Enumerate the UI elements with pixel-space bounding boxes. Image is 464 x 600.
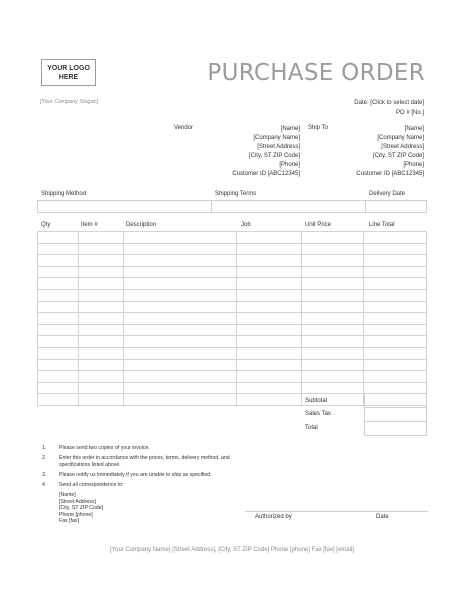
table-cell[interactable] xyxy=(123,382,237,394)
table-cell[interactable] xyxy=(78,336,123,348)
subtotal-value[interactable] xyxy=(364,393,427,408)
table-cell[interactable] xyxy=(237,371,302,383)
table-cell[interactable] xyxy=(237,324,302,336)
table-cell[interactable] xyxy=(364,313,427,325)
signature-line xyxy=(245,511,428,512)
table-cell[interactable] xyxy=(302,359,364,371)
shipping-method-label: Shipping Method xyxy=(41,191,87,197)
authorized-by-label: Authorized by xyxy=(255,514,292,520)
table-cell[interactable] xyxy=(302,289,364,301)
date-field[interactable]: Date: [Click to select date] xyxy=(354,100,424,106)
po-number[interactable]: PO # [No.] xyxy=(395,110,424,116)
vendor-label: Vendor xyxy=(174,125,194,131)
table-cell[interactable] xyxy=(78,371,123,383)
vendor-city[interactable]: [City, ST ZIP Code] xyxy=(248,153,300,159)
total-value[interactable] xyxy=(364,421,427,436)
ship-to-city[interactable]: [City, ST ZIP Code] xyxy=(372,153,424,159)
corr-street[interactable]: [Street Address] xyxy=(59,498,96,505)
table-cell[interactable] xyxy=(38,232,79,244)
ship-to-company[interactable]: [Company Name] xyxy=(377,135,424,141)
col-qty: Qty xyxy=(41,222,51,228)
table-cell[interactable] xyxy=(302,278,364,290)
table-cell[interactable] xyxy=(364,278,427,290)
table-cell[interactable] xyxy=(302,266,364,278)
delivery-date-input[interactable] xyxy=(365,200,427,213)
corr-name[interactable]: [Name] xyxy=(59,492,76,498)
ship-to-phone[interactable]: [Phone] xyxy=(403,162,424,168)
table-row xyxy=(38,301,427,313)
table-cell[interactable] xyxy=(302,232,364,244)
shipping-terms-input[interactable] xyxy=(211,200,366,213)
sales-tax-label: Sales Tax xyxy=(305,411,331,417)
company-slogan[interactable]: [Your Company Slogan] xyxy=(40,99,99,105)
table-cell[interactable] xyxy=(302,313,364,325)
company-logo: YOUR LOGO HERE xyxy=(41,59,96,86)
table-cell[interactable] xyxy=(302,301,364,313)
table-cell[interactable] xyxy=(302,255,364,267)
table-cell[interactable] xyxy=(38,266,79,278)
ship-to-label: Ship To xyxy=(308,125,328,131)
table-row xyxy=(38,324,427,336)
subtotal-label: Subtotal xyxy=(305,398,328,404)
table-cell[interactable] xyxy=(237,394,302,406)
table-cell[interactable] xyxy=(237,301,302,313)
table-row xyxy=(38,232,427,244)
table-cell[interactable] xyxy=(123,359,237,371)
table-cell[interactable] xyxy=(123,371,237,383)
col-description: Description xyxy=(126,222,157,228)
table-cell[interactable] xyxy=(38,359,79,371)
items-table xyxy=(37,231,427,406)
note-item: 3. Please notify us immediately if you are unable to ship as specified. xyxy=(42,472,212,478)
ship-to-name[interactable]: [Name] xyxy=(404,126,424,132)
table-cell[interactable] xyxy=(38,336,79,348)
table-cell[interactable] xyxy=(38,278,79,290)
table-cell[interactable] xyxy=(364,359,427,371)
table-cell[interactable] xyxy=(123,347,237,359)
table-cell[interactable] xyxy=(38,255,79,267)
table-cell[interactable] xyxy=(123,324,237,336)
table-cell[interactable] xyxy=(123,289,237,301)
table-cell[interactable] xyxy=(78,324,123,336)
table-cell[interactable] xyxy=(78,394,123,406)
table-cell[interactable] xyxy=(302,243,364,255)
table-cell[interactable] xyxy=(364,347,427,359)
table-row xyxy=(38,243,427,255)
table-cell[interactable] xyxy=(237,266,302,278)
vendor-address[interactable] xyxy=(200,125,300,179)
ship-to-address[interactable] xyxy=(324,125,424,179)
table-cell[interactable] xyxy=(123,255,237,267)
col-line-total: Line Total xyxy=(369,222,395,228)
table-cell[interactable] xyxy=(237,278,302,290)
table-cell[interactable] xyxy=(364,336,427,348)
table-cell[interactable] xyxy=(364,289,427,301)
ship-to-street[interactable]: [Street Address] xyxy=(381,144,424,150)
note-item: 1. Please send two copies of your invoice. xyxy=(42,445,150,451)
vendor-company[interactable]: [Company Name] xyxy=(253,135,300,141)
table-cell[interactable] xyxy=(123,313,237,325)
table-cell[interactable] xyxy=(78,243,123,255)
table-row xyxy=(38,359,427,371)
table-row xyxy=(38,347,427,359)
table-cell[interactable] xyxy=(364,324,427,336)
signature-date-label: Date xyxy=(376,514,389,520)
table-row xyxy=(38,266,427,278)
corr-phone[interactable]: Phone [phone] xyxy=(59,511,93,518)
table-cell[interactable] xyxy=(237,255,302,267)
table-cell[interactable] xyxy=(237,243,302,255)
table-row xyxy=(38,255,427,267)
table-cell[interactable] xyxy=(78,313,123,325)
table-cell[interactable] xyxy=(78,301,123,313)
table-row xyxy=(38,278,427,290)
table-cell[interactable] xyxy=(302,382,364,394)
vendor-phone[interactable]: [Phone] xyxy=(279,162,300,168)
table-row xyxy=(38,371,427,383)
notes-list xyxy=(42,445,242,525)
correspondence-address[interactable] xyxy=(42,492,242,525)
table-cell[interactable] xyxy=(38,243,79,255)
table-cell[interactable] xyxy=(78,278,123,290)
table-cell[interactable] xyxy=(78,232,123,244)
table-cell[interactable] xyxy=(364,371,427,383)
table-cell[interactable] xyxy=(38,382,79,394)
page-title: PURCHASE ORDER xyxy=(207,60,425,86)
table-cell[interactable] xyxy=(78,382,123,394)
footer-contact[interactable]: [Your Company Name] [Street Address], [City, ST ZIP Code] Phone [phone] Fax [fax] [email] xyxy=(110,547,354,553)
table-cell[interactable] xyxy=(364,266,427,278)
table-cell[interactable] xyxy=(78,347,123,359)
table-cell[interactable] xyxy=(364,301,427,313)
table-cell[interactable] xyxy=(237,359,302,371)
shipping-terms-label: Shipping Terms xyxy=(215,191,257,197)
total-label: Total xyxy=(305,425,318,431)
table-cell[interactable] xyxy=(123,243,237,255)
table-cell[interactable] xyxy=(38,301,79,313)
table-cell[interactable] xyxy=(237,232,302,244)
shipping-method-input[interactable] xyxy=(37,200,212,213)
corr-city[interactable]: [City, ST ZIP Code] xyxy=(59,505,104,511)
sales-tax-value[interactable] xyxy=(364,407,427,422)
table-cell[interactable] xyxy=(78,255,123,267)
table-cell[interactable] xyxy=(364,243,427,255)
table-cell[interactable] xyxy=(123,301,237,313)
table-cell[interactable] xyxy=(38,347,79,359)
table-cell[interactable] xyxy=(78,266,123,278)
vendor-customer-id[interactable]: Customer ID [ABC12345] xyxy=(232,171,300,177)
col-job: Job xyxy=(241,222,251,228)
corr-fax[interactable]: Fax [fax] xyxy=(59,518,79,524)
table-cell[interactable] xyxy=(237,289,302,301)
table-cell[interactable] xyxy=(364,255,427,267)
table-cell[interactable] xyxy=(38,313,79,325)
table-cell[interactable] xyxy=(38,394,79,406)
table-cell[interactable] xyxy=(38,289,79,301)
table-cell[interactable] xyxy=(78,289,123,301)
table-cell[interactable] xyxy=(123,278,237,290)
table-row xyxy=(38,313,427,325)
vendor-street[interactable]: [Street Address] xyxy=(257,144,300,150)
table-cell[interactable] xyxy=(302,336,364,348)
table-cell[interactable] xyxy=(123,394,237,406)
ship-to-customer-id[interactable]: Customer ID [ABC12345] xyxy=(356,171,424,177)
table-cell[interactable] xyxy=(78,359,123,371)
table-cell[interactable] xyxy=(123,336,237,348)
note-item: 2. Enter this order in accordance with the prices, terms, delivery method, and specifications listed above. xyxy=(42,455,230,468)
table-cell[interactable] xyxy=(123,232,237,244)
table-cell[interactable] xyxy=(123,266,237,278)
table-cell[interactable] xyxy=(38,371,79,383)
note-item: 4. Send all correspondence to: xyxy=(42,482,124,488)
col-unit-price: Unit Price xyxy=(305,222,332,228)
table-cell[interactable] xyxy=(38,324,79,336)
delivery-date-label: Delivery Date xyxy=(369,191,406,197)
table-row xyxy=(38,336,427,348)
table-cell[interactable] xyxy=(237,336,302,348)
table-cell[interactable] xyxy=(237,313,302,325)
table-cell[interactable] xyxy=(302,347,364,359)
table-row xyxy=(38,289,427,301)
table-cell[interactable] xyxy=(237,382,302,394)
table-cell[interactable] xyxy=(302,371,364,383)
col-item: Item # xyxy=(81,222,98,228)
vendor-name[interactable]: [Name] xyxy=(280,126,300,132)
table-cell[interactable] xyxy=(302,324,364,336)
table-cell[interactable] xyxy=(364,232,427,244)
table-cell[interactable] xyxy=(237,347,302,359)
